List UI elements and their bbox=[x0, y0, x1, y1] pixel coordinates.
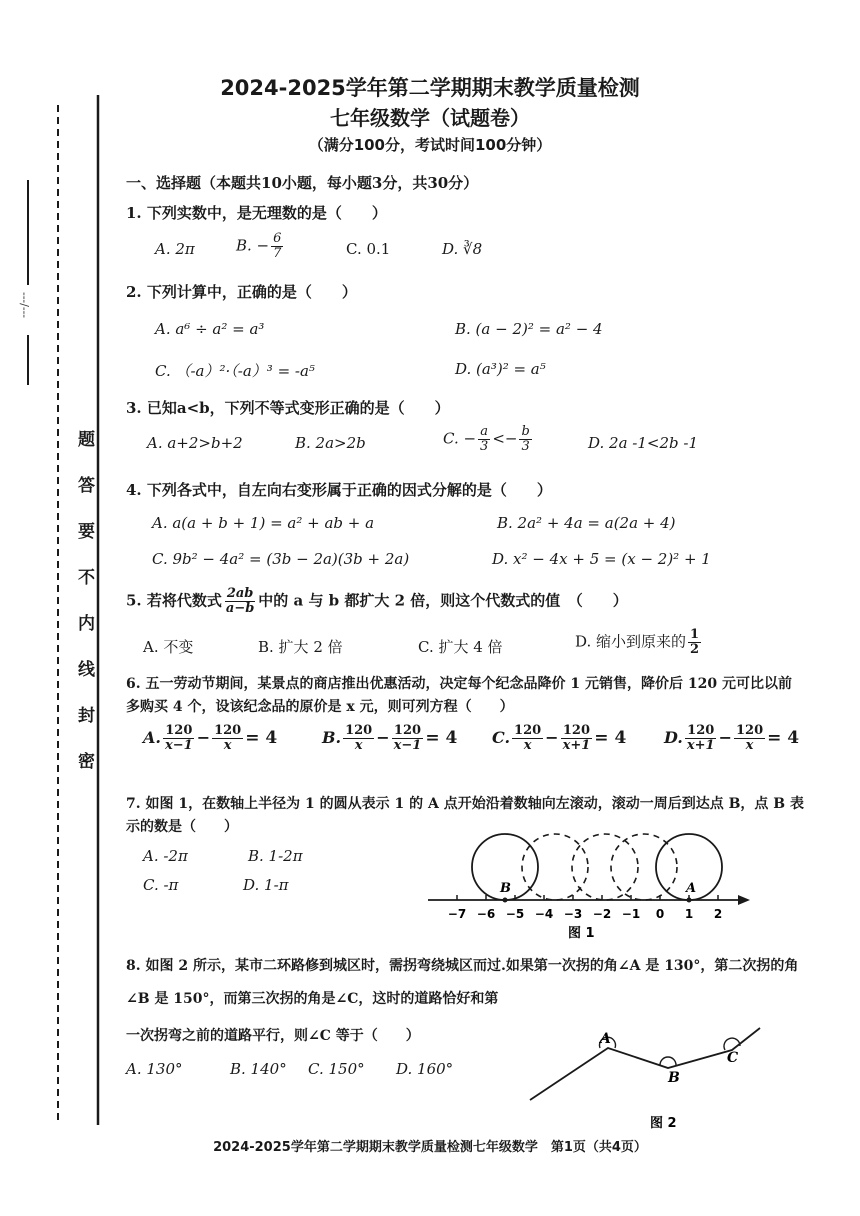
q7-option-d: D. 1-π bbox=[243, 876, 289, 894]
axis-tick-label: −4 bbox=[534, 907, 554, 921]
q7-option-a: A. -2π bbox=[143, 847, 188, 865]
seal-char: 不 bbox=[74, 568, 94, 585]
fraction-denominator: x bbox=[354, 738, 363, 753]
question-6-stem-line1: 6. 五一劳动节期间，某景点的商店推出优惠活动，决定每个纪念品降价 1 元销售，降价后 120 元可比以前 bbox=[126, 676, 792, 692]
q5-fraction bbox=[224, 587, 256, 616]
point-c-label: C bbox=[727, 1050, 739, 1066]
page-footer: 2024-2025学年第二学期期末教学质量检测七年级数学 第1页（共4页） bbox=[213, 1140, 647, 1155]
fraction-numerator: 120 bbox=[393, 723, 422, 738]
axis-tick-label: 0 bbox=[655, 907, 665, 921]
rolling-circle-dashed-1 bbox=[522, 834, 588, 900]
q5-option-b: B. 扩大 2 倍 bbox=[258, 638, 343, 656]
point-a-label: A bbox=[686, 881, 697, 896]
rolling-circle-dashed-3 bbox=[611, 834, 677, 900]
axis-tick-label: −7 bbox=[447, 907, 467, 921]
q7-option-c: C. -π bbox=[143, 876, 179, 894]
q3-c-fraction-1 bbox=[478, 425, 490, 454]
q6-option-c bbox=[492, 724, 626, 753]
q1-option-d: D. ∛8 bbox=[442, 240, 483, 258]
q6-d-fraction-1 bbox=[685, 724, 717, 753]
seal-char: 答 bbox=[74, 476, 94, 493]
q1-option-b-fraction bbox=[271, 232, 283, 261]
q1-option-a: A. 2π bbox=[155, 240, 195, 258]
axis-arrow-icon bbox=[738, 895, 750, 905]
q4-option-d: D. x² − 4x + 5 = (x − 2)² + 1 bbox=[492, 550, 711, 568]
q6-a-fraction-2 bbox=[212, 724, 243, 753]
q8-option-b: B. 140° bbox=[230, 1060, 287, 1078]
fraction-denominator: x−1 bbox=[164, 738, 193, 753]
q7-option-b: B. 1-2π bbox=[248, 847, 303, 865]
q3-option-a: A. a+2>b+2 bbox=[147, 434, 243, 452]
road-path bbox=[530, 1028, 760, 1100]
q4-option-b: B. 2a² + 4a = a(2a + 4) bbox=[497, 514, 676, 532]
q6-minus: − bbox=[196, 728, 211, 747]
seal-char: 封 bbox=[74, 706, 94, 723]
rolling-circle-dashed-2 bbox=[572, 834, 638, 900]
q3-option-b: B. 2a>2b bbox=[295, 434, 366, 452]
q6-eq: = 4 bbox=[767, 728, 800, 748]
seal-char: 内 bbox=[74, 614, 94, 631]
question-5-stem bbox=[126, 587, 628, 616]
field-mark: ---/--- bbox=[18, 292, 31, 319]
exam-subtitle: 七年级数学（试题卷） bbox=[330, 106, 530, 130]
q6-minus: − bbox=[545, 728, 559, 747]
q5-stem-post: 中的 a 与 b 都扩大 2 倍，则这个代数式的值 （ ） bbox=[258, 591, 628, 610]
fraction-denominator: 2 bbox=[690, 642, 700, 657]
figure-1-number-line bbox=[420, 820, 760, 945]
fraction-denominator: 3 bbox=[480, 439, 489, 454]
q5-option-c: C. 扩大 4 倍 bbox=[418, 638, 503, 656]
fraction-numerator: 120 bbox=[735, 723, 764, 738]
q8-option-c: C. 150° bbox=[308, 1060, 365, 1078]
q6-d-fraction-2 bbox=[734, 724, 765, 753]
angle-b-arc bbox=[660, 1057, 676, 1065]
figure-1-label: 图 1 bbox=[568, 926, 595, 941]
binding-margin bbox=[0, 0, 110, 1216]
q1-option-c: C. 0.1 bbox=[346, 240, 391, 258]
fraction-denominator: x+1 bbox=[562, 738, 591, 753]
axis-tick-label: −5 bbox=[505, 907, 525, 921]
q2-option-b: B. (a − 2)² = a² − 4 bbox=[455, 320, 603, 338]
fraction-denominator: x bbox=[223, 738, 232, 753]
fraction-numerator: 120 bbox=[562, 723, 590, 738]
seal-char: 线 bbox=[74, 660, 94, 677]
fraction-numerator: a bbox=[480, 424, 489, 439]
question-8-stem-line2: ∠B 是 150°，而第三次拐的角是∠C，这时的道路恰好和第 bbox=[126, 991, 499, 1007]
q1-option-b-prefix: B. − bbox=[236, 236, 270, 255]
axis-tick-label: −2 bbox=[592, 907, 612, 921]
q6-eq: = 4 bbox=[245, 728, 278, 748]
q6-b-fraction-1 bbox=[343, 724, 374, 753]
q6-eq: = 4 bbox=[425, 728, 458, 748]
q8-option-a: A. 130° bbox=[126, 1060, 183, 1078]
q6-a-label: A. bbox=[143, 728, 161, 747]
point-a-dot bbox=[687, 898, 692, 903]
fraction-numerator: 120 bbox=[514, 723, 542, 738]
point-b-label: B bbox=[668, 1070, 680, 1086]
q4-option-c: C. 9b² − 4a² = (3b − 2a)(3b + 2a) bbox=[152, 550, 410, 568]
q6-c-fraction-1 bbox=[512, 724, 543, 753]
axis-tick-label: 1 bbox=[684, 907, 694, 921]
fraction-denominator: x−1 bbox=[393, 738, 422, 753]
question-4-stem: 4. 下列各式中，自左向右变形属于正确的因式分解的是（ ） bbox=[126, 481, 552, 499]
fraction-numerator: 6 bbox=[273, 231, 282, 246]
q5-option-a: A. 不变 bbox=[143, 638, 194, 656]
point-a-label: A bbox=[600, 1031, 611, 1047]
q6-eq: = 4 bbox=[594, 728, 627, 748]
q6-d-label: D. bbox=[664, 728, 683, 747]
q3-c-prefix: C. − bbox=[443, 429, 477, 448]
fraction-denominator: x+1 bbox=[686, 738, 715, 753]
fraction-numerator: 2ab bbox=[226, 586, 254, 601]
q1-option-b bbox=[236, 232, 285, 261]
fraction-numerator: b bbox=[521, 424, 530, 439]
q3-option-d: D. 2a -1<2b -1 bbox=[588, 434, 698, 452]
q6-option-a bbox=[143, 724, 277, 753]
fraction-numerator: 120 bbox=[165, 723, 193, 738]
fraction-denominator: x bbox=[745, 738, 754, 753]
fraction-numerator: 120 bbox=[345, 723, 373, 738]
q6-b-fraction-2 bbox=[392, 724, 424, 753]
angle-c-arc bbox=[724, 1038, 740, 1050]
q6-minus: − bbox=[376, 728, 390, 747]
q6-c-label: C. bbox=[492, 728, 511, 747]
seal-char: 要 bbox=[74, 522, 94, 539]
fraction-denominator: 7 bbox=[273, 246, 282, 261]
question-7-stem-line1: 7. 如图 1，在数轴上半径为 1 的圆从表示 1 的 A 点开始沿着数轴向左滚动，滚动一周后到达点 B，点 B 表 bbox=[126, 796, 804, 812]
q6-a-fraction-1 bbox=[163, 724, 195, 753]
seal-char: 密 bbox=[74, 752, 94, 769]
fraction-denominator: a−b bbox=[225, 601, 255, 616]
q2-option-a: A. a⁶ ÷ a² = a³ bbox=[155, 320, 265, 338]
q5-option-d bbox=[575, 628, 703, 657]
question-8-stem-line1: 8. 如图 2 所示，某市二环路修到城区时，需拐弯绕城区而过.如果第一次拐的角∠A 是 130°，第二次拐的角 bbox=[126, 958, 799, 974]
point-b-dot bbox=[503, 898, 508, 903]
exam-note: （满分100分，考试时间100分钟） bbox=[308, 136, 552, 154]
question-2-stem: 2. 下列计算中，正确的是（ ） bbox=[126, 283, 357, 301]
q2-option-c: C. （-a）²·（-a）³ = -a⁵ bbox=[155, 362, 315, 380]
q3-c-mid: <− bbox=[492, 429, 518, 448]
q5-stem-pre: 5. 若将代数式 bbox=[126, 591, 222, 610]
axis-tick-label: −6 bbox=[476, 907, 496, 921]
q3-option-c bbox=[443, 425, 534, 454]
q6-minus: − bbox=[718, 728, 732, 747]
question-3-stem: 3. 已知a<b，下列不等式变形正确的是（ ） bbox=[126, 399, 450, 417]
question-6-stem-line2: 多购买 4 个，设该纪念品的原价是 x 元，则可列方程（ ） bbox=[126, 699, 514, 715]
q8-option-d: D. 160° bbox=[396, 1060, 454, 1078]
seal-char: 题 bbox=[74, 430, 94, 447]
q3-c-fraction-2 bbox=[519, 425, 531, 454]
question-7-stem-line2: 示的数是（ ） bbox=[126, 819, 238, 835]
q6-c-fraction-2 bbox=[561, 724, 593, 753]
fraction-denominator: 3 bbox=[521, 439, 530, 454]
fraction-numerator: 1 bbox=[690, 627, 700, 642]
q6-option-d bbox=[664, 724, 799, 753]
section-heading: 一、选择题（本题共10小题，每小题3分，共30分） bbox=[126, 174, 479, 192]
q5-d-pre: D. 缩小到原来的 bbox=[575, 632, 687, 651]
axis-tick-label: −3 bbox=[563, 907, 583, 921]
fraction-numerator: 120 bbox=[687, 723, 715, 738]
q6-option-b bbox=[322, 724, 457, 753]
axis-tick-label: 2 bbox=[713, 907, 723, 921]
fraction-denominator: x bbox=[523, 738, 532, 753]
question-1-stem: 1. 下列实数中，是无理数的是（ ） bbox=[126, 204, 387, 222]
q2-option-d: D. (a³)² = a⁵ bbox=[455, 360, 546, 378]
figure-2-road bbox=[520, 1010, 770, 1135]
axis-tick-label: −1 bbox=[621, 907, 641, 921]
point-b-label: B bbox=[500, 881, 511, 896]
exam-title: 2024-2025学年第二学期期末教学质量检测 bbox=[220, 76, 640, 100]
q6-b-label: B. bbox=[322, 728, 342, 747]
question-8-stem-line3: 一次拐弯之前的道路平行，则∠C 等于（ ） bbox=[126, 1028, 420, 1044]
q5-d-fraction bbox=[688, 628, 701, 657]
figure-2-label: 图 2 bbox=[650, 1116, 677, 1131]
fraction-numerator: 120 bbox=[214, 723, 242, 738]
q4-option-a: A. a(a + b + 1) = a² + ab + a bbox=[152, 514, 375, 532]
